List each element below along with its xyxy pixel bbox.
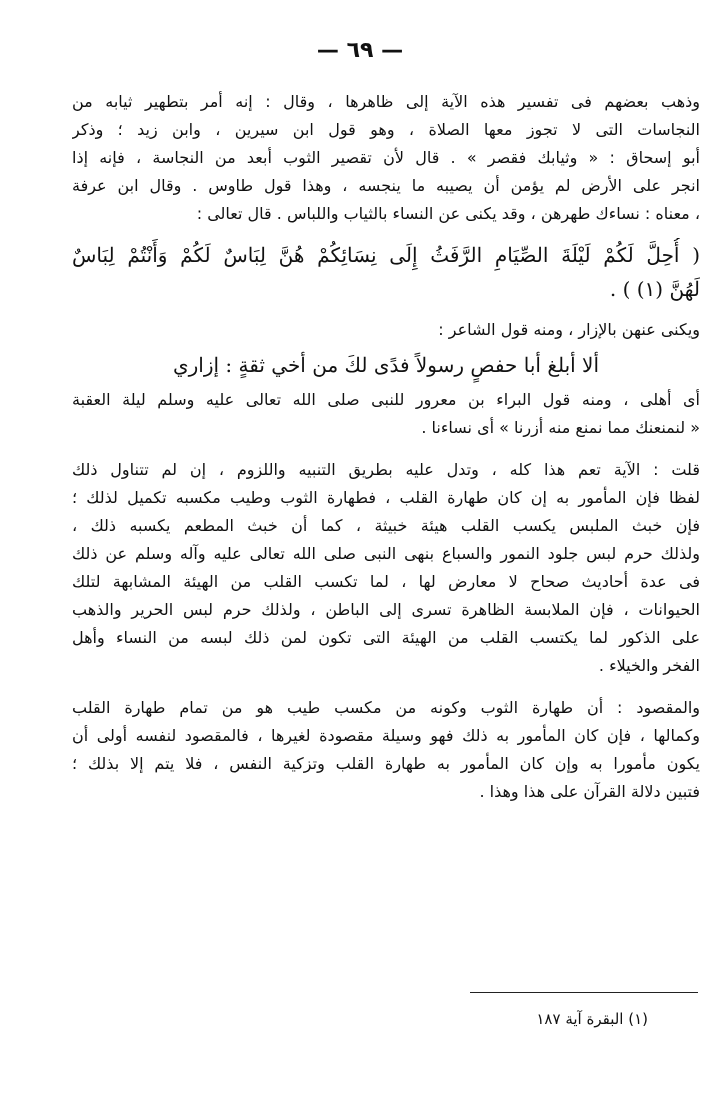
page-number: — ٦٩ — [316,38,404,63]
quran-verse-line: لَهُنَّ (١) ) . [609,277,700,301]
text-line: أى أهلى ، ومنه قول البراء بن معرور للنبى صلى الله تعالى عليه وسلم ليلة العقبة [72,390,700,409]
text-line: الفخر والخيلاء . [598,656,700,675]
text-line: النجاسات التى لا تجوز معها الصلاة ، وهو قول ابن سيرين ، وابن زيد ؛ وذكر [72,120,700,139]
text-line: ولذلك حرم لبس جلود النمور والسباع بنهى النبى صلى الله تعالى عليه وآله وسلم عن ذلك [72,544,700,563]
text-line: قلت : الآية تعم هذا كله ، وتدل عليه بطريق التنبيه واللزوم ، إن لم تتناول ذلك [72,460,700,479]
body-text [72,88,700,806]
text-line: لفظا فإن المأمور به إن كان طهارة القلب ، فطهارة الثوب وطيب مكسبه تكميل لذلك ؛ [72,488,700,507]
poetry-verse: ألا أبلغ أبا حفصٍ رسولاً فدًى لكَ من أخي ثقةٍ : إزاري [172,353,600,377]
text-line: وكمالها ، فإن كان المأمور به ذلك فهو وسيلة مقصودة لغيرها ، فالمقصود لنفسه أولى أن [72,726,700,745]
text-line: ، معناه : نساءك طهرهن ، وقد يكنى عن النساء بالثياب واللباس . قال تعالى : [196,204,700,223]
text-line: « لنمنعنك مما نمنع منه أزرنا » أى نساءنا . [421,418,700,437]
text-line: والمقصود : أن طهارة الثوب وكونه من مكسب طيب هو من تمام طهارة القلب [72,698,700,717]
quran-verse-line: ( أُحِلَّ لَكُمْ لَيْلَةَ الصِّيَامِ الرَّفَثُ إِلَى نِسَائِكُمْ هُنَّ لِبَاسٌ لَكُمْ وَأَنْتُمْ لِبَاسٌ [72,243,700,267]
text-line: أبو إسحاق : « وثيابك فقصر » . قال لأن تقصير الثوب أبعد من النجاسة ، فإنه إذا [72,148,700,167]
text-line: فى عدة أحاديث صحاح لا معارض لها ، لما تكسب القلب من الهيئة المشابهة لتلك [72,572,700,591]
footnote-divider [470,992,698,993]
text-line: الحيوانات ، فإن الملابسة الظاهرة تسرى إلى الباطن ، ولذلك حرم لبس الحرير والذهب [72,600,700,619]
footnote: (١) البقرة آية ١٨٧ [536,1010,648,1028]
text-line: على الذكور لما يكتسب القلب من الهيئة التى تكون لمن ذلك لبسه من النساء وأهل [72,628,700,647]
text-line: فإن خبث الملبس يكسب القلب هيئة خبيثة ، كما أن خبث المطعم يكسبه ذلك ، [72,516,700,535]
text-line: يكون مأمورا به وإن كان المأمور به طهارة القلب وتزكية النفس ، فلا يتم إلا بذلك ؛ [72,754,700,773]
text-line: انجر على الأرض لم يؤمن أن يصيبه ما ينجسه ، وهذا قول طاوس . وقال ابن عرفة [72,176,700,195]
text-line: وذهب بعضهم فى تفسير هذه الآية إلى ظاهرها ، وقال : إنه أمر بتطهير ثيابه من [72,92,700,111]
text-line: فتبين دلالة القرآن على هذا وهذا . [479,782,700,801]
text-line: ويكنى عنهن بالإزار ، ومنه قول الشاعر : [438,320,700,339]
